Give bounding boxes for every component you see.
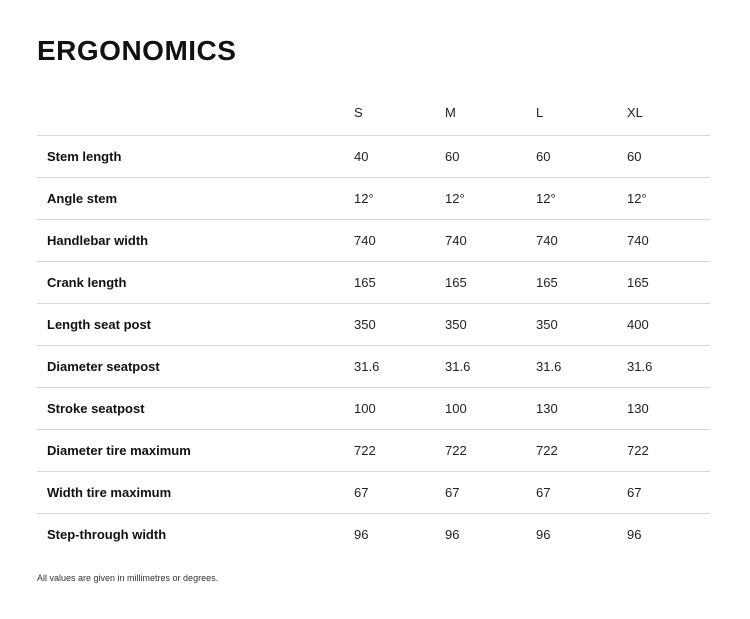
size-header-s: S (352, 90, 443, 135)
row-label: Stem length (37, 135, 352, 177)
ergonomics-table (37, 90, 710, 555)
cell-value: 165 (352, 261, 443, 303)
cell-value: 722 (352, 429, 443, 471)
table-row (37, 387, 710, 429)
size-header-xl: XL (625, 90, 710, 135)
cell-value: 31.6 (443, 345, 534, 387)
cell-value: 740 (352, 219, 443, 261)
cell-value: 165 (443, 261, 534, 303)
table-header-row (37, 90, 710, 135)
cell-value: 722 (443, 429, 534, 471)
cell-value: 100 (352, 387, 443, 429)
cell-value: 130 (534, 387, 625, 429)
cell-value: 740 (534, 219, 625, 261)
cell-value: 67 (443, 471, 534, 513)
cell-value: 60 (534, 135, 625, 177)
cell-value: 100 (443, 387, 534, 429)
table-row (37, 513, 710, 555)
row-label: Stroke seatpost (37, 387, 352, 429)
cell-value: 31.6 (352, 345, 443, 387)
cell-value: 60 (625, 135, 710, 177)
cell-value: 740 (443, 219, 534, 261)
page-title: ERGONOMICS (37, 35, 237, 66)
table-row (37, 303, 710, 345)
cell-value: 722 (625, 429, 710, 471)
footnote: All values are given in millimetres or degrees. (37, 573, 219, 583)
cell-value: 350 (352, 303, 443, 345)
cell-value: 165 (534, 261, 625, 303)
row-label: Diameter seatpost (37, 345, 352, 387)
cell-value: 12° (352, 177, 443, 219)
cell-value: 165 (625, 261, 710, 303)
size-header-l: L (534, 90, 625, 135)
cell-value: 67 (625, 471, 710, 513)
cell-value: 96 (627, 526, 642, 542)
cell-value: 67 (352, 471, 443, 513)
table-row (37, 429, 710, 471)
cell-value: 12° (534, 177, 625, 219)
cell-value: 96 (354, 526, 369, 542)
cell-value: 722 (534, 429, 625, 471)
table-row (37, 345, 710, 387)
row-label: Crank length (37, 261, 352, 303)
cell-value: 31.6 (534, 345, 625, 387)
table-row (37, 219, 710, 261)
cell-value: 60 (443, 135, 534, 177)
row-label: Angle stem (37, 177, 352, 219)
cell-value: 12° (443, 177, 534, 219)
cell-value: 40 (352, 135, 443, 177)
size-header-m: M (443, 90, 534, 135)
row-label: Step-through width (47, 526, 167, 542)
cell-value: 31.6 (625, 345, 710, 387)
cell-value: 96 (445, 526, 460, 542)
cell-value: 67 (534, 471, 625, 513)
cell-value: 740 (625, 219, 710, 261)
row-label: Handlebar width (37, 219, 352, 261)
row-label: Width tire maximum (37, 471, 352, 513)
table-row (37, 261, 710, 303)
table-row (37, 135, 710, 177)
cell-value: 400 (625, 303, 710, 345)
cell-value: 130 (625, 387, 710, 429)
cell-value: 350 (534, 303, 625, 345)
cell-value: 12° (625, 177, 710, 219)
header-label-cell (37, 90, 352, 135)
row-label: Diameter tire maximum (37, 429, 352, 471)
cell-value: 350 (443, 303, 534, 345)
table-row (37, 177, 710, 219)
cell-value: 96 (536, 526, 551, 542)
row-label: Length seat post (37, 303, 352, 345)
table-row (37, 471, 710, 513)
